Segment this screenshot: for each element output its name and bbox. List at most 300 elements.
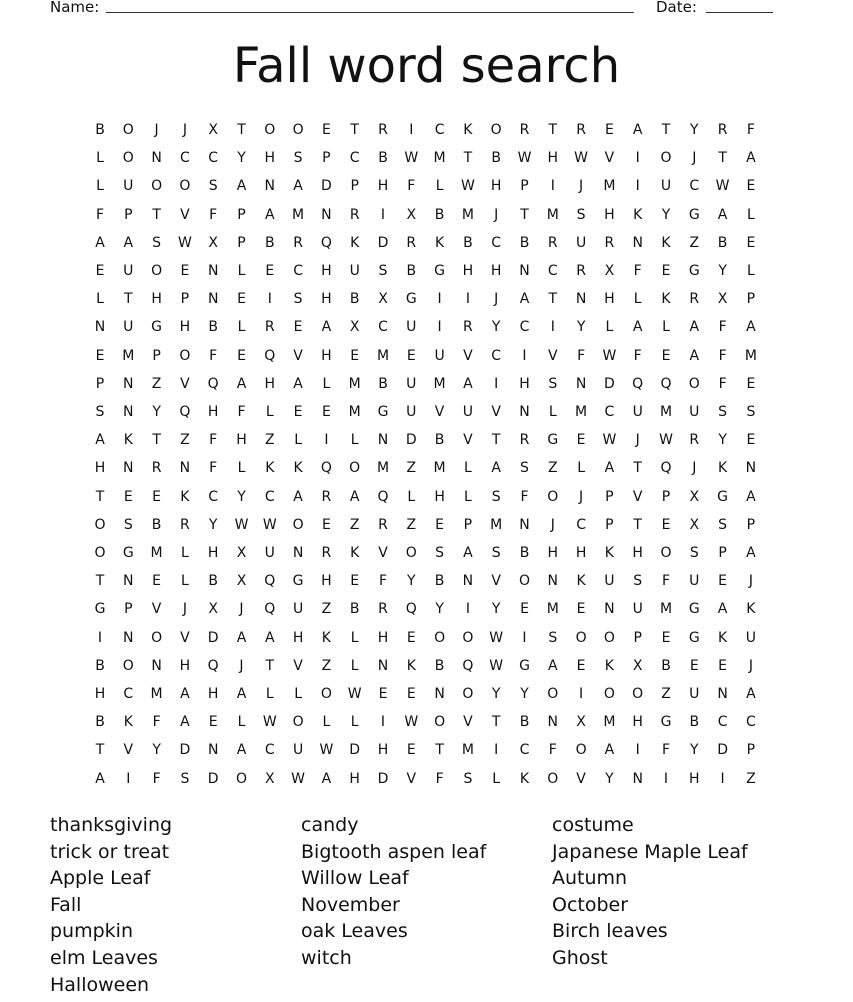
grid-letter[interactable]: L [265, 404, 274, 420]
grid-letter[interactable]: G [377, 404, 389, 420]
grid-letter[interactable]: O [462, 686, 474, 702]
grid-letter[interactable]: A [293, 178, 303, 195]
grid-letter[interactable]: J [748, 657, 753, 674]
grid-letter[interactable]: N [717, 686, 728, 702]
grid-letter[interactable]: B [208, 573, 218, 590]
grid-letter[interactable]: A [548, 657, 558, 674]
grid-letter[interactable]: N [123, 404, 134, 420]
grid-letter[interactable]: R [378, 516, 388, 533]
grid-letter[interactable]: E [152, 573, 162, 590]
grid-letter[interactable]: Z [406, 516, 417, 533]
grid-letter[interactable]: M [292, 206, 305, 223]
grid-letter[interactable]: B [519, 545, 530, 561]
grid-letter[interactable]: X [689, 516, 700, 533]
grid-letter[interactable]: S [718, 516, 728, 533]
grid-letter[interactable]: W [262, 714, 277, 731]
grid-letter[interactable]: D [349, 742, 361, 759]
grid-letter[interactable]: X [236, 573, 247, 590]
grid-letter[interactable]: P [237, 234, 246, 251]
grid-letter[interactable]: E [95, 347, 105, 364]
grid-letter[interactable]: L [180, 573, 189, 590]
grid-letter[interactable]: E [350, 573, 360, 590]
grid-letter[interactable]: V [293, 657, 303, 674]
grid-letter[interactable]: S [378, 263, 388, 279]
grid-letter[interactable]: V [604, 150, 615, 167]
grid-letter[interactable]: O [349, 460, 361, 477]
grid-letter[interactable]: L [294, 432, 302, 449]
grid-letter[interactable]: W [489, 657, 504, 674]
grid-letter[interactable]: W [291, 770, 306, 787]
grid-letter[interactable]: N [377, 432, 389, 449]
grid-letter[interactable]: W [177, 234, 192, 251]
grid-letter[interactable]: D [604, 375, 615, 392]
grid-letter[interactable]: G [688, 629, 700, 646]
grid-letter[interactable]: F [718, 347, 727, 364]
grid-letter[interactable]: N [123, 375, 134, 392]
grid-letter[interactable]: P [152, 347, 161, 364]
grid-letter[interactable]: J [579, 488, 584, 505]
grid-letter[interactable]: D [207, 629, 219, 646]
grid-letter[interactable]: O [660, 150, 672, 167]
grid-letter[interactable]: L [237, 263, 246, 279]
grid-letter[interactable]: I [97, 629, 103, 646]
grid-letter[interactable]: N [264, 178, 276, 195]
grid-letter[interactable]: V [378, 545, 388, 561]
grid-letter[interactable]: V [180, 375, 190, 392]
grid-letter[interactable]: E [265, 263, 275, 279]
grid-letter[interactable]: F [95, 206, 105, 223]
grid-letter[interactable]: C [519, 319, 530, 336]
grid-letter[interactable]: S [548, 629, 558, 646]
grid-letter[interactable]: V [463, 714, 473, 731]
grid-letter[interactable]: H [604, 291, 615, 308]
grid-letter[interactable]: O [688, 375, 700, 392]
grid-letter[interactable]: U [349, 263, 360, 279]
grid-letter[interactable]: O [434, 714, 446, 731]
grid-letter[interactable]: J [494, 291, 499, 308]
grid-letter[interactable]: P [322, 150, 331, 167]
grid-letter[interactable]: K [123, 432, 133, 449]
grid-letter[interactable]: E [350, 347, 360, 364]
grid-letter[interactable]: N [434, 686, 445, 702]
grid-letter[interactable]: C [576, 516, 586, 533]
grid-letter[interactable]: T [633, 516, 642, 533]
grid-letter[interactable]: H [94, 460, 106, 477]
grid-letter[interactable]: R [321, 488, 332, 505]
grid-letter[interactable]: A [236, 629, 247, 646]
grid-letter[interactable]: R [604, 234, 615, 251]
grid-letter[interactable]: N [123, 460, 134, 477]
grid-letter[interactable]: T [237, 122, 246, 138]
grid-letter[interactable]: J [154, 122, 159, 138]
grid-letter[interactable]: K [661, 291, 671, 308]
grid-letter[interactable]: U [406, 375, 417, 392]
grid-letter[interactable]: L [746, 206, 755, 223]
grid-letter[interactable]: L [237, 460, 246, 477]
grid-letter[interactable]: O [292, 516, 304, 533]
grid-letter[interactable]: N [519, 404, 530, 420]
grid-letter[interactable]: L [605, 319, 614, 336]
grid-letter[interactable]: N [377, 657, 389, 674]
grid-letter[interactable]: R [264, 319, 275, 336]
grid-letter[interactable]: S [520, 460, 529, 477]
grid-letter[interactable]: U [689, 573, 700, 590]
grid-letter[interactable]: B [406, 263, 417, 279]
grid-letter[interactable]: V [548, 347, 558, 364]
grid-letter[interactable]: F [209, 460, 218, 477]
grid-letter[interactable]: J [494, 206, 499, 223]
grid-letter[interactable]: X [576, 714, 586, 731]
grid-letter[interactable]: T [265, 657, 275, 674]
grid-letter[interactable]: K [604, 545, 614, 561]
grid-letter[interactable]: D [377, 770, 389, 787]
grid-letter[interactable]: M [546, 206, 559, 223]
grid-letter[interactable]: C [519, 742, 530, 759]
grid-letter[interactable]: P [633, 629, 642, 646]
grid-letter[interactable]: E [661, 629, 671, 646]
grid-letter[interactable]: S [746, 404, 756, 420]
grid-letter[interactable]: W [347, 686, 362, 702]
grid-letter[interactable]: W [262, 516, 277, 533]
grid-letter[interactable]: A [463, 545, 473, 561]
grid-letter[interactable]: P [605, 516, 614, 533]
grid-letter[interactable]: Y [605, 770, 614, 787]
grid-letter[interactable]: S [689, 545, 699, 561]
grid-letter[interactable]: X [236, 545, 247, 561]
grid-letter[interactable]: E [576, 601, 586, 618]
grid-letter[interactable]: I [579, 686, 584, 702]
grid-letter[interactable]: C [604, 404, 615, 420]
grid-letter[interactable]: W [574, 150, 589, 167]
grid-letter[interactable]: S [293, 291, 303, 308]
grid-letter[interactable]: W [404, 150, 419, 167]
grid-letter[interactable]: E [321, 516, 331, 533]
grid-letter[interactable]: H [264, 150, 276, 167]
grid-letter[interactable]: P [718, 545, 727, 561]
grid-letter[interactable]: U [434, 347, 445, 364]
grid-letter[interactable]: M [150, 545, 163, 561]
grid-letter[interactable]: E [520, 601, 529, 618]
grid-letter[interactable]: H [151, 291, 162, 308]
grid-letter[interactable]: N [575, 375, 587, 392]
grid-letter[interactable]: N [151, 657, 162, 674]
grid-letter[interactable]: L [180, 545, 189, 561]
grid-letter[interactable]: L [322, 375, 331, 392]
grid-letter[interactable]: P [520, 178, 529, 195]
grid-letter[interactable]: H [519, 375, 530, 392]
grid-letter[interactable]: K [576, 573, 586, 590]
grid-letter[interactable]: O [122, 657, 134, 674]
grid-letter[interactable]: E [661, 263, 671, 279]
grid-letter[interactable]: M [433, 150, 446, 167]
grid-letter[interactable]: E [406, 686, 416, 702]
grid-letter[interactable]: C [293, 263, 303, 279]
grid-letter[interactable]: B [463, 234, 473, 251]
grid-letter[interactable]: X [689, 488, 700, 505]
grid-letter[interactable]: E [378, 686, 388, 702]
grid-letter[interactable]: Q [377, 488, 389, 505]
grid-letter[interactable]: L [407, 488, 416, 505]
grid-letter[interactable]: Y [491, 601, 501, 618]
grid-letter[interactable]: F [237, 404, 246, 420]
grid-letter[interactable]: N [547, 714, 559, 731]
grid-letter[interactable]: W [602, 432, 617, 449]
grid-letter[interactable]: W [659, 432, 673, 449]
grid-letter[interactable]: K [463, 122, 473, 138]
grid-letter[interactable]: R [180, 516, 190, 533]
grid-letter[interactable]: H [264, 375, 276, 392]
grid-letter[interactable]: O [547, 770, 559, 787]
grid-letter[interactable]: Y [237, 488, 246, 505]
grid-letter[interactable]: S [152, 234, 162, 251]
grid-letter[interactable]: M [575, 404, 588, 420]
grid-letter[interactable]: F [633, 263, 642, 279]
grid-letter[interactable]: A [689, 347, 700, 364]
grid-letter[interactable]: F [746, 122, 755, 138]
grid-letter[interactable]: L [746, 263, 755, 279]
grid-letter[interactable]: K [718, 460, 728, 477]
grid-letter[interactable]: K [180, 488, 190, 505]
grid-letter[interactable]: W [460, 178, 475, 195]
grid-letter[interactable]: U [292, 601, 304, 618]
grid-letter[interactable]: C [264, 488, 275, 505]
grid-letter[interactable]: Y [152, 742, 161, 759]
grid-letter[interactable]: E [293, 404, 303, 420]
grid-letter[interactable]: C [547, 263, 558, 279]
grid-letter[interactable]: G [688, 206, 700, 223]
grid-letter[interactable]: R [151, 460, 162, 477]
grid-letter[interactable]: G [405, 291, 417, 308]
grid-letter[interactable]: V [151, 601, 162, 618]
grid-letter[interactable]: C [434, 122, 445, 138]
grid-letter[interactable]: Q [179, 404, 191, 420]
grid-letter[interactable]: L [350, 432, 359, 449]
grid-letter[interactable]: A [491, 460, 501, 477]
grid-letter[interactable]: I [380, 206, 386, 223]
grid-letter[interactable]: F [577, 347, 586, 364]
grid-letter[interactable]: X [349, 319, 360, 336]
grid-letter[interactable]: H [575, 545, 587, 561]
grid-letter[interactable]: M [150, 686, 163, 702]
grid-letter[interactable]: C [208, 488, 219, 505]
grid-letter[interactable]: G [660, 714, 672, 731]
grid-letter[interactable]: G [122, 545, 134, 561]
grid-letter[interactable]: Z [151, 375, 162, 392]
grid-letter[interactable]: N [207, 263, 219, 279]
grid-letter[interactable]: Z [746, 770, 756, 787]
grid-letter[interactable]: U [123, 263, 134, 279]
grid-letter[interactable]: O [547, 488, 559, 505]
grid-letter[interactable]: X [632, 657, 643, 674]
grid-letter[interactable]: V [180, 206, 190, 223]
grid-letter[interactable]: I [663, 770, 669, 787]
grid-letter[interactable]: Q [207, 657, 219, 674]
grid-letter[interactable]: Y [690, 742, 699, 759]
grid-letter[interactable]: Z [661, 686, 671, 702]
grid-letter[interactable]: A [293, 488, 303, 505]
grid-letter[interactable]: N [547, 573, 559, 590]
grid-letter[interactable]: J [239, 601, 244, 618]
grid-letter[interactable]: H [321, 291, 332, 308]
grid-letter[interactable]: L [96, 291, 104, 308]
grid-letter[interactable]: S [95, 404, 105, 420]
grid-letter[interactable]: H [321, 573, 332, 590]
grid-letter[interactable]: X [378, 291, 388, 308]
grid-letter[interactable]: Q [660, 460, 672, 477]
grid-letter[interactable]: B [95, 714, 105, 731]
grid-letter[interactable]: C [491, 347, 502, 364]
grid-letter[interactable]: A [604, 460, 615, 477]
grid-letter[interactable]: I [720, 770, 725, 787]
grid-letter[interactable]: K [718, 629, 728, 646]
grid-letter[interactable]: U [123, 178, 134, 195]
grid-letter[interactable]: T [633, 460, 642, 477]
grid-letter[interactable]: Y [435, 601, 444, 618]
grid-letter[interactable]: Z [406, 460, 417, 477]
grid-letter[interactable]: H [94, 686, 106, 702]
grid-letter[interactable]: P [124, 601, 133, 618]
grid-letter[interactable]: Y [407, 573, 416, 590]
grid-letter[interactable]: B [378, 375, 388, 392]
grid-letter[interactable]: Z [548, 460, 558, 477]
grid-letter[interactable]: N [292, 545, 304, 561]
grid-letter[interactable]: A [95, 770, 105, 787]
grid-letter[interactable]: Q [405, 601, 417, 618]
grid-letter[interactable]: K [350, 545, 360, 561]
grid-letter[interactable]: G [688, 263, 700, 279]
grid-letter[interactable]: G [547, 432, 559, 449]
grid-letter[interactable]: V [434, 404, 445, 420]
grid-letter[interactable]: T [520, 206, 529, 223]
grid-letter[interactable]: H [236, 432, 247, 449]
grid-letter[interactable]: H [462, 263, 474, 279]
grid-letter[interactable]: H [689, 770, 700, 787]
grid-letter[interactable]: B [349, 601, 360, 618]
grid-letter[interactable]: J [239, 657, 244, 674]
grid-letter[interactable]: Y [576, 319, 586, 336]
grid-letter[interactable]: Q [207, 375, 219, 392]
grid-letter[interactable]: E [689, 657, 699, 674]
grid-letter[interactable]: O [575, 742, 587, 759]
grid-letter[interactable]: O [547, 686, 559, 702]
grid-letter[interactable]: O [151, 263, 163, 279]
grid-letter[interactable]: I [635, 742, 640, 759]
grid-letter[interactable]: F [661, 573, 671, 590]
grid-letter[interactable]: E [718, 573, 728, 590]
grid-letter[interactable]: A [95, 432, 105, 449]
grid-letter[interactable]: K [661, 234, 671, 251]
grid-letter[interactable]: O [405, 545, 417, 561]
grid-letter[interactable]: I [465, 601, 470, 618]
grid-letter[interactable]: X [265, 770, 275, 787]
grid-letter[interactable]: O [235, 770, 248, 787]
grid-letter[interactable]: A [236, 742, 247, 759]
grid-letter[interactable]: J [692, 150, 697, 167]
grid-letter[interactable]: O [292, 122, 304, 138]
grid-letter[interactable]: S [463, 770, 473, 787]
grid-letter[interactable]: C [208, 150, 219, 167]
grid-letter[interactable]: I [494, 375, 499, 392]
grid-letter[interactable]: C [746, 714, 756, 731]
grid-letter[interactable]: K [746, 601, 756, 618]
grid-letter[interactable]: S [491, 488, 501, 505]
grid-letter[interactable]: B [689, 714, 700, 731]
grid-letter[interactable]: S [123, 516, 133, 533]
grid-letter[interactable]: T [548, 122, 558, 138]
grid-letter[interactable]: M [603, 178, 616, 195]
grid-letter[interactable]: C [180, 150, 190, 167]
grid-letter[interactable]: J [182, 601, 187, 618]
grid-letter[interactable]: A [265, 206, 275, 223]
grid-letter[interactable]: Y [718, 432, 727, 449]
grid-letter[interactable]: F [209, 206, 218, 223]
grid-letter[interactable]: Y [237, 150, 246, 167]
grid-letter[interactable]: Q [632, 375, 644, 392]
grid-letter[interactable]: B [661, 657, 671, 674]
grid-letter[interactable]: I [126, 770, 131, 787]
grid-letter[interactable]: M [376, 460, 390, 477]
grid-letter[interactable]: Z [689, 234, 700, 251]
grid-letter[interactable]: M [603, 714, 616, 731]
grid-letter[interactable]: G [519, 657, 530, 674]
grid-letter[interactable]: M [122, 347, 135, 364]
grid-letter[interactable]: L [294, 686, 302, 702]
grid-letter[interactable]: K [406, 657, 416, 674]
grid-letter[interactable]: H [434, 488, 445, 505]
grid-letter[interactable]: H [349, 770, 360, 787]
grid-letter[interactable]: H [321, 263, 332, 279]
grid-letter[interactable]: D [405, 432, 417, 449]
grid-letter[interactable]: P [746, 742, 756, 759]
grid-letter[interactable]: L [577, 460, 585, 477]
grid-letter[interactable]: L [548, 404, 557, 420]
grid-letter[interactable]: H [377, 629, 389, 646]
grid-letter[interactable]: R [547, 234, 558, 251]
grid-letter[interactable]: O [179, 178, 191, 195]
grid-letter[interactable]: E [237, 291, 246, 308]
grid-letter[interactable]: H [547, 150, 559, 167]
grid-letter[interactable]: A [123, 234, 134, 251]
grid-letter[interactable]: N [632, 234, 643, 251]
grid-letter[interactable]: I [437, 291, 442, 308]
grid-letter[interactable]: E [661, 347, 671, 364]
grid-letter[interactable]: S [576, 206, 586, 223]
grid-letter[interactable]: P [237, 206, 246, 223]
grid-letter[interactable]: I [494, 742, 499, 759]
grid-letter[interactable]: N [519, 263, 530, 279]
grid-letter[interactable]: O [632, 686, 644, 702]
grid-letter[interactable]: U [745, 629, 757, 646]
grid-letter[interactable]: F [633, 347, 642, 364]
grid-letter[interactable]: Y [208, 516, 218, 533]
grid-letter[interactable]: W [234, 516, 249, 533]
grid-letter[interactable]: M [744, 347, 757, 364]
grid-letter[interactable]: G [717, 488, 729, 505]
grid-letter[interactable]: N [321, 206, 332, 223]
grid-letter[interactable]: M [348, 404, 361, 420]
grid-letter[interactable]: N [575, 291, 587, 308]
grid-letter[interactable]: E [746, 234, 756, 251]
grid-letter[interactable]: I [267, 291, 272, 308]
grid-letter[interactable]: S [208, 178, 218, 195]
grid-letter[interactable]: A [717, 206, 728, 223]
grid-letter[interactable]: A [180, 714, 190, 731]
grid-letter[interactable]: O [264, 122, 276, 138]
grid-letter[interactable]: K [435, 234, 445, 251]
grid-letter[interactable]: K [604, 657, 614, 674]
grid-letter[interactable]: R [519, 432, 530, 449]
grid-letter[interactable]: A [689, 319, 700, 336]
